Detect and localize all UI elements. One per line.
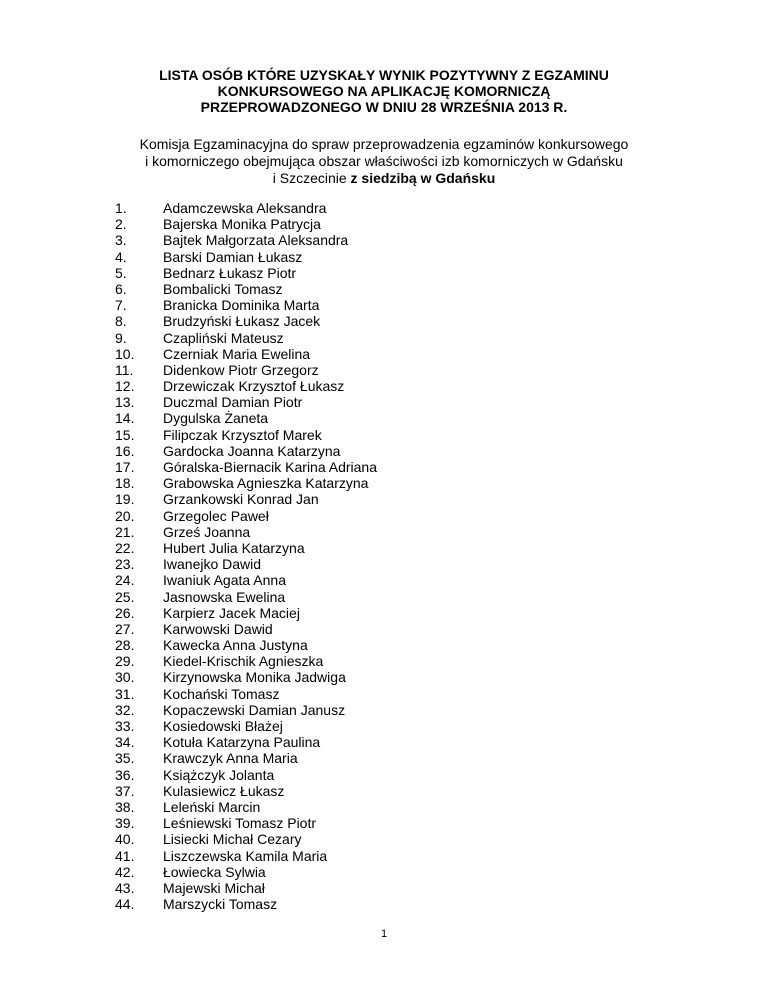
list-item-number: 20. [115,507,135,524]
list-item-name: Filipczak Krzysztof Marek [163,426,322,443]
list-item [115,848,377,864]
list-item-number: 19. [115,491,135,508]
subtitle-text: i Szczecinie [272,170,351,186]
list-item [115,378,377,394]
list-item [115,330,377,346]
list-item-name: Kosiedowski Błażej [163,718,283,734]
list-item-name: Kotuła Katarzyna Paulina [163,734,321,751]
list-item-number: 27. [115,620,135,637]
list-item-number: 35. [115,750,135,767]
list-item-number: 37. [115,782,135,799]
list-item-name: Grabowska Agnieszka Katarzyna [163,475,369,492]
list-item-name: Iwaniuk Agata Anna [163,572,286,589]
list-item [115,653,377,669]
list-item-name: Hubert Julia Katarzyna [163,539,305,556]
list-item-number: 33. [115,718,135,734]
list-item [115,281,377,297]
list-item [115,540,377,556]
list-item [115,864,377,880]
list-item [115,443,377,459]
list-item [115,880,377,896]
subtitle-line: i komorniczego obejmująca obszar właściwości izb komorniczych w Gdańsku [145,153,623,169]
list-item-name: Bednarz Łukasz Piotr [163,264,297,281]
list-item-number: 42. [115,863,135,880]
list-item [115,556,377,572]
list-item-number: 12. [115,378,135,395]
list-item-name: Grzankowski Konrad Jan [163,491,319,508]
list-item-number: 25. [115,588,135,605]
list-item-number: 16. [115,442,135,459]
list-item [115,508,377,524]
list-item-number: 14. [115,410,135,427]
list-item-name: Góralska-Biernacik Karina Adriana [163,459,377,475]
list-item [115,200,377,216]
list-item-name: Branicka Dominika Marta [163,297,320,314]
list-item-number: 18. [115,475,135,492]
list-item [115,475,377,491]
list-item-name: Jasnowska Ewelina [163,588,286,605]
list-item [115,815,377,831]
list-item-number: 17. [115,459,135,475]
list-item [115,896,377,912]
list-item-number: 15. [115,426,135,443]
list-item-number: 22. [115,539,135,556]
list-item [115,799,377,815]
list-item [115,394,377,410]
list-item-name: Kopaczewski Damian Janusz [163,701,346,718]
list-item [115,346,377,362]
list-item-number: 23. [115,556,135,573]
page-number: 1 [380,928,388,940]
list-item-number: 38. [115,798,135,815]
list-item [115,734,377,750]
list-item-name: Bajtek Małgorzata Aleksandra [163,232,349,249]
list-item [115,702,377,718]
list-item [115,686,377,702]
list-item-name: Majewski Michał [163,879,265,896]
list-item-name: Bombalicki Tomasz [163,280,283,297]
list-item-number: 1. [115,200,127,216]
list-item-number: 41. [115,847,135,864]
list-item-name: Grześ Joanna [163,523,251,540]
list-item-number: 24. [115,572,135,589]
list-item [115,491,377,507]
list-item [115,459,377,475]
list-item-number: 34. [115,734,135,751]
list-item-number: 40. [115,831,135,848]
list-item-number: 6. [115,280,127,297]
title-line: PRZEPROWADZONEGO W DNIU 28 WRZEŚNIA 2013 R. [200,99,568,115]
list-item-name: Gardocka Joanna Katarzyna [163,442,341,459]
list-item-number: 9. [115,329,127,346]
list-item-name: Bajerska Monika Patrycja [163,216,321,233]
list-item-name: Kochański Tomasz [163,685,280,702]
list-item-name: Kulasiewicz Łukasz [163,782,285,799]
list-item [115,427,377,443]
list-item [115,605,377,621]
list-item [115,362,377,378]
list-item-number: 39. [115,815,135,832]
list-item [115,313,377,329]
list-item-number: 7. [115,297,127,314]
list-item-name: Karwowski Dawid [163,620,273,637]
list-item-name: Czapliński Mateusz [163,329,284,346]
list-item [115,249,377,265]
list-item-number: 43. [115,879,135,896]
list-item-name: Barski Damian Łukasz [163,248,303,265]
list-item-name: Kawecka Anna Justyna [163,637,308,654]
list-item [115,831,377,847]
list-item-number: 26. [115,604,135,621]
list-item-name: Książczyk Jolanta [163,766,275,783]
list-item [115,637,377,653]
list-item-number: 30. [115,669,135,686]
list-item-name: Duczmal Damian Piotr [163,394,303,411]
subtitle-line: Komisja Egzaminacyjna do spraw przeprowadzenia egzaminów konkursowego [139,136,629,152]
list-item-number: 10. [115,345,135,362]
committee-description [84,136,684,187]
list-item-name: Kiedel-Krischik Agnieszka [163,653,324,670]
title-line: LISTA OSÓB KTÓRE UZYSKAŁY WYNIK POZYTYWNY Z EGZAMINU [159,67,609,83]
list-item-name: Dygulska Żaneta [163,410,269,427]
list-item [115,232,377,248]
list-item-name: Grzegolec Paweł [163,507,269,524]
document-title [84,67,684,115]
candidate-list [115,200,377,912]
list-item [115,297,377,313]
list-item-name: Lisiecki Michał Cezary [163,831,302,848]
title-line: KONKURSOWEGO NA APLIKACJĘ KOMORNICZĄ [217,83,551,99]
list-item [115,718,377,734]
list-item-number: 36. [115,766,135,783]
list-item [115,589,377,605]
list-item-name: Czerniak Maria Ewelina [163,345,311,362]
list-item-number: 13. [115,394,135,411]
subtitle-line [84,170,684,187]
list-item [115,410,377,426]
list-item [115,216,377,232]
list-item-number: 44. [115,896,135,913]
list-item-name: Iwanejko Dawid [163,556,262,573]
list-item [115,265,377,281]
list-item [115,750,377,766]
list-item [115,669,377,685]
list-item-number: 11. [115,361,134,378]
list-item-name: Brudzyński Łukasz Jacek [163,313,321,330]
list-item [115,524,377,540]
list-item [115,572,377,588]
list-item-name: Liszczewska Kamila Maria [163,847,328,864]
list-item-number: 3. [115,232,127,249]
list-item-name: Adamczewska Aleksandra [163,200,327,216]
list-item-number: 5. [115,264,127,281]
list-item-name: Kirzynowska Monika Jadwiga [163,669,346,686]
list-item-name: Łowiecka Sylwia [163,863,266,880]
list-item-name: Krawczyk Anna Maria [163,750,298,767]
list-item [115,783,377,799]
list-item-name: Didenkow Piotr Grzegorz [163,361,319,378]
list-item-number: 21. [115,523,135,540]
list-item-number: 28. [115,637,135,654]
list-item-name: Leśniewski Tomasz Piotr [163,815,317,832]
list-item-number: 8. [115,313,127,330]
list-item-name: Marszycki Tomasz [163,896,278,913]
list-item [115,621,377,637]
list-item-number: 32. [115,701,135,718]
list-item [115,767,377,783]
list-item-number: 31. [115,685,135,702]
list-item-name: Drzewiczak Krzysztof Łukasz [163,378,345,395]
subtitle-bold-text: z siedzibą w Gdańsku [350,170,496,186]
list-item-name: Karpierz Jacek Maciej [163,604,300,621]
list-item-number: 29. [115,653,135,670]
list-item-name: Leleński Marcin [163,798,261,815]
list-item-number: 2. [115,216,127,233]
list-item-number: 4. [115,248,127,265]
